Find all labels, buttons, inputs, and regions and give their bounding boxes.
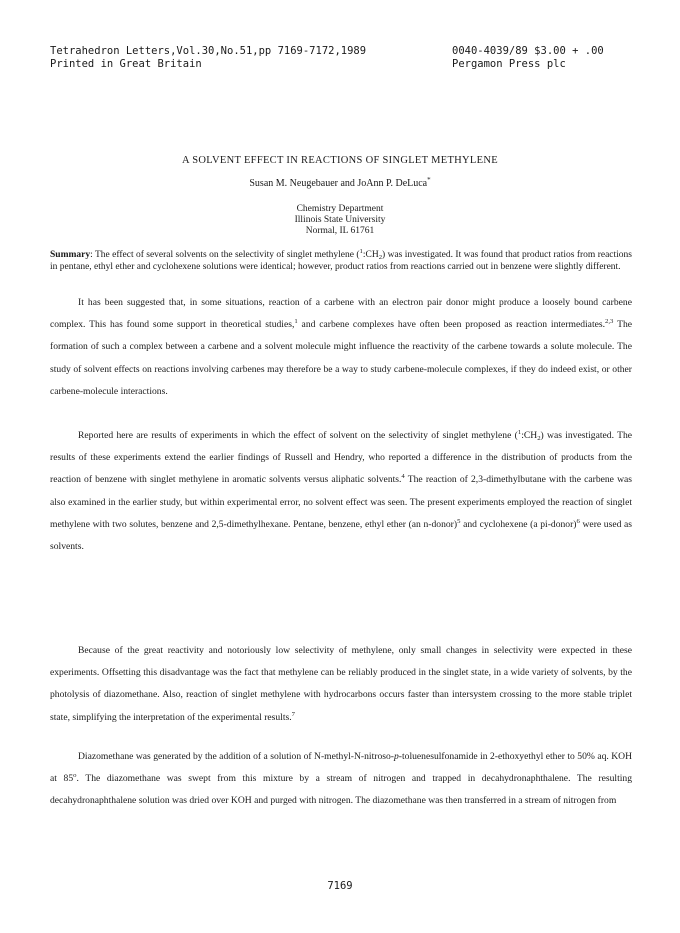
paragraph-text: Diazomethane was generated by the addition of a solution of N-methyl-N-nitroso- (78, 751, 394, 762)
affiliation-department: Chemistry Department (296, 204, 384, 214)
paragraph-text: Reported here are results of experiments in which the effect of solvent on the selectivity of singlet methylene ( (78, 430, 518, 441)
summary-text: ) was investigated. It was found that product ratios from reactions in pentane, ethyl ether and cyclohexene solutions were identical; however, product ratios from reactions carried out in benzene were slightly different. (50, 250, 632, 272)
superscript: 1 (517, 428, 522, 436)
paragraph-text: were used as solvents. (50, 518, 633, 553)
summary-abstract (50, 250, 632, 273)
paragraph-text: The formation of such a complex between a carbene and a solvent molecule might influence the reactivity of the carbene towards a solute molecule. The study of solvent effects on reactions involving carbenes may therefore be a way to study carbene-molecule complexes, if they do indeed exist, or other carbene-molecule interactions. (50, 319, 633, 397)
body-paragraph-1 (50, 292, 632, 403)
body-paragraph-3 (50, 640, 632, 729)
author-list (0, 175, 680, 189)
summary-label: Summary (50, 250, 91, 260)
subscript: 2 (378, 253, 383, 261)
price-code: 0040-4039/89 $3.00 + .00 (452, 45, 604, 57)
subscript: 2 (537, 435, 541, 443)
price-header (452, 45, 604, 71)
reference-mark: 4 (401, 473, 405, 481)
paragraph-text: -toluenesulfonamide in 2-ethoxyethyl ether to 50% aq. KOH at 85 (50, 751, 633, 785)
body-paragraph-2 (50, 425, 632, 558)
summary-text: :CH (362, 250, 379, 260)
journal-header (50, 45, 366, 71)
paragraph-text: It has been suggested that, in some situations, reaction of a carbene with an electron pair donor might produce a loosely bound carbene complex. This has found some support in theoretical studies, (50, 297, 632, 331)
paragraph-text: The reaction of 2,3-dimethylbutane with the carbene was also examined in the earlier study, but within experimental error, no solvent effect was seen. The present experiments employed the reaction of singlet methylene with two solutes, benzene and 2,5-dimethylhexane. Pentane, benzene, ethyl ether (an n-donor) (50, 474, 632, 530)
affiliation-university: Illinois State University (294, 215, 386, 225)
affiliation-city: Normal, IL 61761 (305, 226, 375, 236)
paragraph-text: ) was investigated. The results of these experiments extend the earlier findings of Russell and Hendry, who reported a difference in the distribution of products from the reaction of benzene with singlet methylene in aromatic solvents versus aliphatic solvents. (50, 430, 632, 486)
authors-text: Susan M. Neugebauer and JoAnn P. DeLuca (249, 178, 428, 189)
journal-citation: Tetrahedron Letters,Vol.30,No.51,pp 7169-7172,1989 (50, 45, 367, 57)
paragraph-text: and cyclohexene (a pi-donor) (460, 518, 577, 530)
body-paragraph-4 (50, 746, 632, 813)
page-number: 7169 (327, 880, 353, 892)
article-title: A SOLVENT EFFECT IN REACTIONS OF SINGLET METHYLENE (182, 155, 498, 166)
printed-in: Printed in Great Britain (50, 58, 202, 70)
paragraph-text: :CH (521, 430, 538, 441)
summary-text: : The effect of several solvents on the selectivity of singlet methylene ( (90, 250, 360, 260)
paragraph-text: and carbene complexes have often been proposed as reaction intermediates. (297, 319, 606, 331)
reference-mark: 6 (576, 517, 580, 525)
reference-mark: 5 (457, 517, 461, 525)
corresponding-author-mark: * (427, 175, 431, 184)
reference-mark: 1 (294, 318, 298, 326)
reference-mark: 2,3 (605, 318, 614, 326)
reference-mark: 7 (291, 710, 296, 718)
affiliation (0, 204, 680, 237)
publisher: Pergamon Press plc (452, 58, 566, 70)
paragraph-text: Because of the great reactivity and notoriously low selectivity of methylene, only small changes in selectivity were expected in these experiments. Offsetting this disadvantage was the fact that methylene can be reliably produced in the singlet state, in a wide variety of solvents, by the photolysis of diazomethane. Also, reaction of singlet methylene with hydrocarbons occurs faster than intersystem crossing to the more stable triplet state, simplifying the interpretation of the experimental results. (50, 645, 632, 723)
paragraph-text: . The diazomethane was swept from this mixture by a stream of nitrogen and trapped in decahydronaphthalene. The resulting decahydronaphthalene solution was dried over KOH and purged with nitrogen. The diazomethane was then transferred in a stream of nitrogen from (50, 773, 632, 807)
degree-mark: o (73, 772, 77, 780)
superscript: 1 (359, 248, 363, 256)
italic-prefix: p (393, 751, 399, 762)
